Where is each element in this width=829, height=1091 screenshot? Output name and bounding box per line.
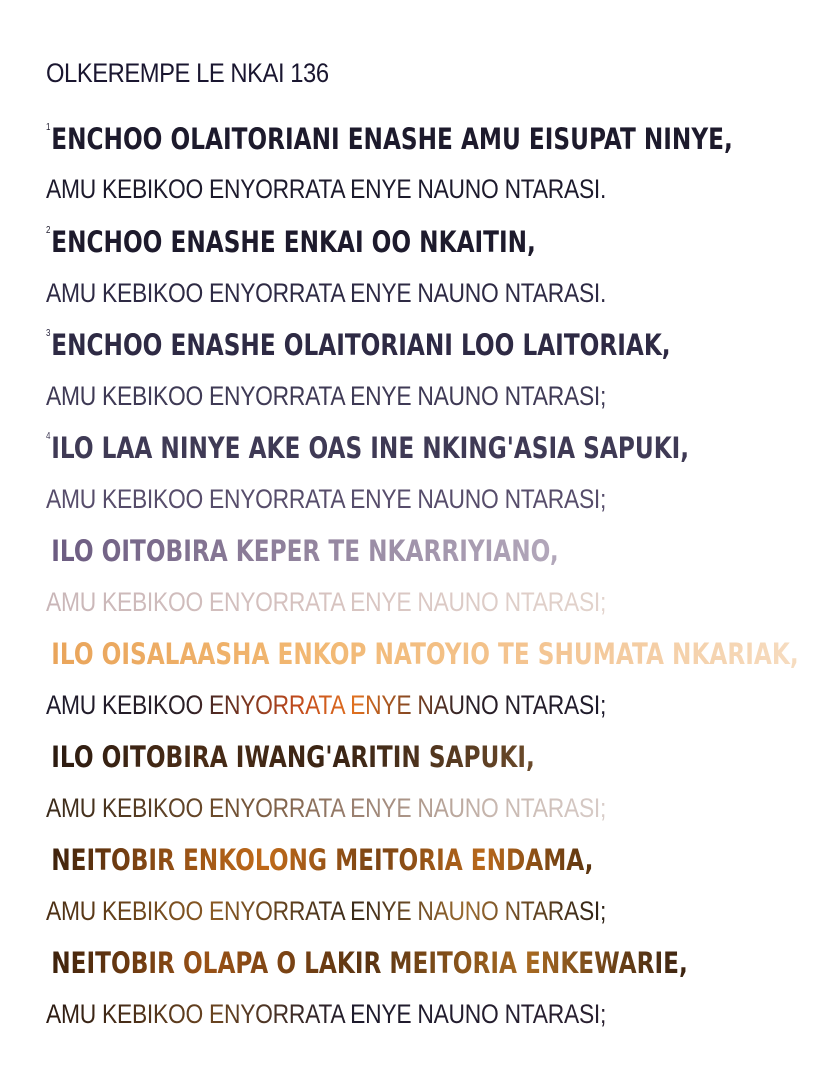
verse-9-line-2: AMU KEBIKOO ENYORRATA ENYE NAUNO NTARASI; [46, 999, 607, 1029]
verse-number: 9 [46, 946, 51, 957]
verse-5-line-2: AMU KEBIKOO ENYORRATA ENYE NAUNO NTARASI; [46, 587, 607, 617]
verse-number: 5 [46, 534, 51, 545]
verse-1-line-2: AMU KEBIKOO ENYORRATA ENYE NAUNO NTARASI. [46, 174, 607, 204]
verse-number: 1 [46, 122, 51, 133]
verse-text: ILO OISALAASHA ENKOP NATOYIO TE SHUMATA NKARIAK, [51, 637, 799, 671]
verse-2-line-2: AMU KEBIKOO ENYORRATA ENYE NAUNO NTARASI. [46, 278, 607, 308]
verse-text: ENCHOO OLAITORIANI ENASHE AMU EISUPAT NINYE, [51, 122, 733, 156]
verse-number: 2 [46, 225, 51, 236]
verse-8-line-2: AMU KEBIKOO ENYORRATA ENYE NAUNO NTARASI; [46, 896, 607, 926]
verse-2-line-1 [46, 225, 536, 259]
verse-6-line-1 [46, 637, 799, 671]
verse-3-line-1 [46, 328, 671, 362]
verse-text: ENCHOO ENASHE ENKAI OO NKAITIN, [51, 225, 536, 259]
verse-9-line-1 [46, 946, 688, 980]
verse-4-line-1 [46, 431, 690, 465]
verse-number: 3 [46, 328, 51, 339]
verse-5-line-1 [46, 534, 559, 568]
verse-3-line-2: AMU KEBIKOO ENYORRATA ENYE NAUNO NTARASI; [46, 381, 607, 411]
verse-number: 8 [46, 843, 51, 854]
verse-number: 4 [46, 431, 51, 442]
verse-7-line-2: AMU KEBIKOO ENYORRATA ENYE NAUNO NTARASI; [46, 793, 607, 823]
verse-1-line-1 [46, 122, 733, 156]
verse-text: ILO LAA NINYE AKE OAS INE NKING'ASIA SAPUKI, [51, 431, 690, 465]
verse-text: ENCHOO ENASHE OLAITORIANI LOO LAITORIAK, [51, 328, 671, 362]
verse-text: ILO OITOBIRA IWANG'ARITIN SAPUKI, [51, 740, 535, 774]
verse-6-line-2: AMU KEBIKOO ENYORRATA ENYE NAUNO NTARASI; [46, 690, 607, 720]
verse-7-line-1 [46, 740, 535, 774]
verse-text: NEITOBIR OLAPA O LAKIR MEITORIA ENKEWARIE, [51, 946, 688, 980]
verse-number: 7 [46, 740, 51, 751]
verse-8-line-1 [46, 843, 594, 877]
verse-text: ILO OITOBIRA KEPER TE NKARRIYIANO, [51, 534, 559, 568]
verse-number: 6 [46, 637, 51, 648]
verse-4-line-2: AMU KEBIKOO ENYORRATA ENYE NAUNO NTARASI; [46, 484, 607, 514]
verse-text: NEITOBIR ENKOLONG MEITORIA ENDAMA, [51, 843, 594, 877]
page-title: OLKEREMPE LE NKAI 136 [46, 58, 329, 88]
